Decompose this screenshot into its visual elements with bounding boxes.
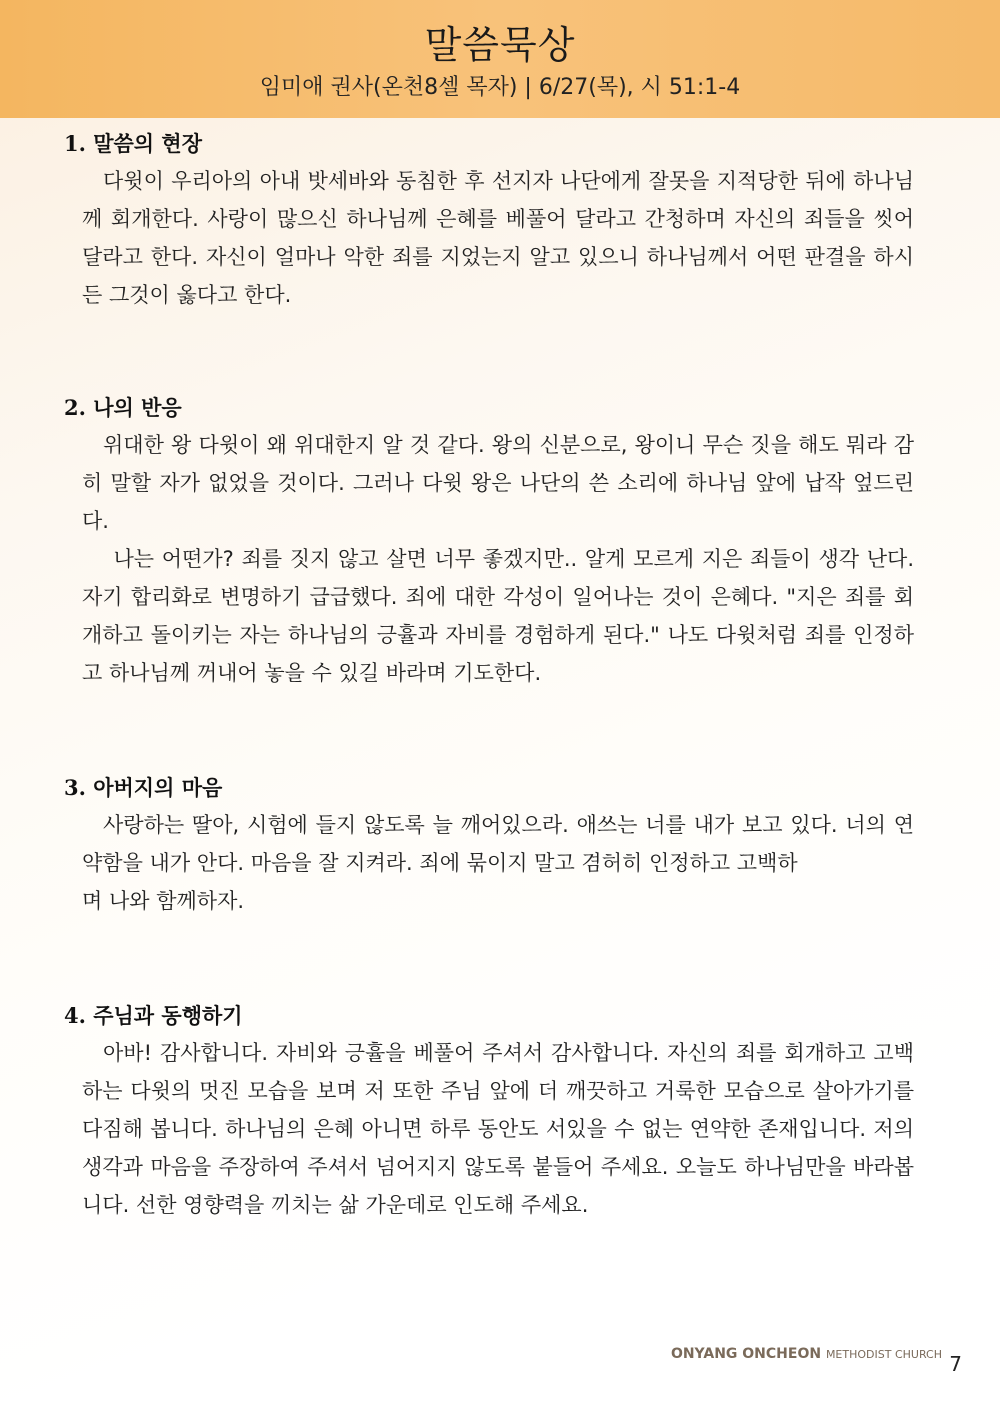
church-name: ONYANG ONCHEON bbox=[670, 1346, 822, 1362]
section-4 bbox=[64, 998, 914, 1224]
section-2 bbox=[64, 390, 914, 692]
section-heading: 3. 아버지의 마음 bbox=[64, 775, 223, 800]
page-header bbox=[0, 0, 1000, 118]
section-paragraph: 나는 어떤가? 죄를 짓지 않고 살면 너무 좋겠지만.. 알게 모르게 지은 죄들이 생각 난다. 자기 합리화로 변명하기 급급했다. 죄에 대한 각성이 일어나는 것이 은혜다. "지은 죄를 회개하고 돌이키는 자는 하나님의 긍휼과 자비를 경험하게 된다." 나도 다윗처럼 죄를 인정하고 하나님께 꺼내어 놓을 수 있길 바라며 기도한다. bbox=[82, 547, 914, 685]
section-heading: 1. 말씀의 현장 bbox=[64, 131, 202, 156]
section-paragraph: 아바! 감사합니다. 자비와 긍휼을 베풀어 주셔서 감사합니다. 자신의 죄를 회개하고 고백하는 다윗의 멋진 모습을 보며 저 또한 주님 앞에 더 깨끗하고 거룩한 모습으로 살아가기를 다짐해 봅니다. 하나님의 은혜 아니면 하루 동안도 서있을 수 없는 연약한 존재입니다. 저의 생각과 마음을 주장하여 주셔서 넘어지지 않도록 붙들어 주세요. 오늘도 하나님만을 바라봅니다. 선한 영향력을 끼치는 삶 가운데로 인도해 주세요. bbox=[82, 1041, 914, 1217]
church-subname: METHODIST CHURCH bbox=[825, 1348, 942, 1361]
section-heading: 2. 나의 반응 bbox=[64, 395, 182, 420]
page-title: 말씀묵상 bbox=[424, 23, 576, 67]
section-3 bbox=[64, 770, 914, 920]
section-heading: 4. 주님과 동행하기 bbox=[64, 1003, 243, 1028]
page-subtitle: 임미애 권사(온천8셀 목자) | 6/27(목), 시 51:1-4 bbox=[259, 75, 741, 100]
church-logo-text bbox=[671, 1346, 942, 1362]
section-1 bbox=[64, 126, 914, 314]
section-paragraph: 며 나와 함께하자. bbox=[82, 889, 245, 913]
page-number: 7 bbox=[949, 1352, 962, 1376]
section-paragraph: 다윗이 우리아의 아내 밧세바와 동침한 후 선지자 나단에게 잘못을 지적당한 뒤에 하나님께 회개한다. 사랑이 많으신 하나님께 은혜를 베풀어 달라고 간청하며 자신의 죄들을 씻어 달라고 한다. 자신이 얼마나 악한 죄를 지었는지 알고 있으니 하나님께서 어떤 판결을 하시든 그것이 옳다고 한다. bbox=[82, 169, 914, 307]
section-paragraph: 사랑하는 딸아, 시험에 들지 않도록 늘 깨어있으라. 애쓰는 너를 내가 보고 있다. 너의 연약함을 내가 안다. 마음을 잘 지켜라. 죄에 묶이지 말고 겸허히 인정하고 고백하 bbox=[82, 813, 914, 875]
section-paragraph: 위대한 왕 다윗이 왜 위대한지 알 것 같다. 왕의 신분으로, 왕이니 무슨 짓을 해도 뭐라 감히 말할 자가 없었을 것이다. 그러나 다윗 왕은 나단의 쓴 소리에 하나님 앞에 납작 엎드린다. bbox=[82, 433, 914, 533]
